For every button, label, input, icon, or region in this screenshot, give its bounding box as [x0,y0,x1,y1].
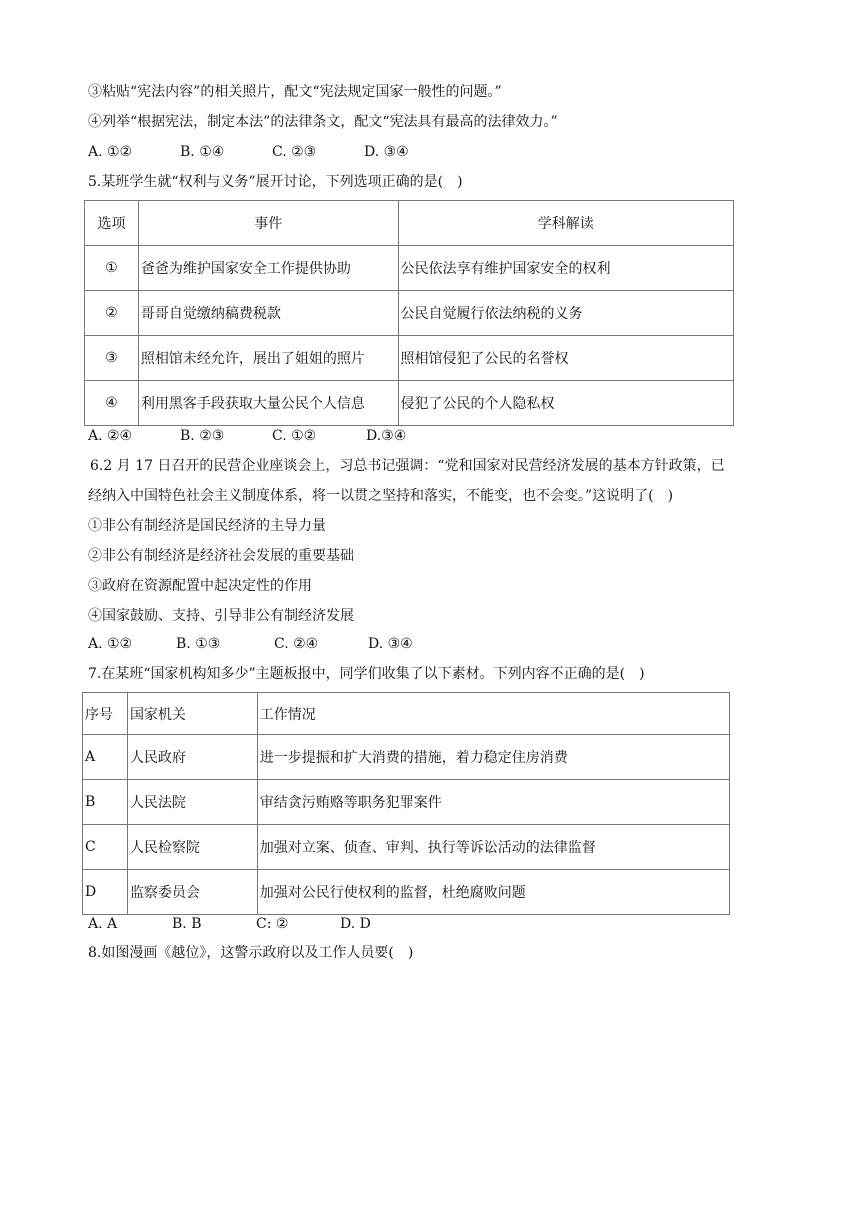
q5-option-d[interactable]: D.③④ [366,428,407,444]
row-interpretation: 侵犯了公民的个人隐私权 [398,381,733,426]
table-row [85,381,734,426]
header-interpretation: 学科解读 [398,201,733,246]
q6-option-d[interactable]: D. ③④ [368,636,413,652]
table-row [83,825,730,870]
statement-4: ④列举“根据宪法，制定本法”的法律条文，配文“宪法具有最高的法律效力。” [88,114,558,130]
table-row [85,246,734,291]
row-organ: 人民政府 [127,735,257,780]
row-work: 加强对公民行使权利的监督，杜绝腐败问题 [257,870,729,915]
row-letter: C [83,825,128,870]
row-organ: 人民法院 [127,780,257,825]
q5-option-b[interactable]: B. ②③ [180,428,225,444]
row-event: 爸爸为维护国家安全工作提供协助 [138,246,398,291]
header-number: 序号 [83,693,128,735]
header-option: 选项 [85,201,139,246]
q4-option-a[interactable]: A. ①② [88,144,133,160]
row-organ: 监察委员会 [127,870,257,915]
table-row [85,291,734,336]
row-letter: A [83,735,128,780]
q6-item: ②非公有制经济是经济社会发展的重要基础 [88,548,354,564]
q6-item: ③政府在资源配置中起决定性的作用 [88,578,312,594]
table-header-row [85,201,734,246]
q7-option-b[interactable]: B. B [172,916,202,932]
q6-stem-line1: 6.2 月 17 日召开的民营企业座谈会上，习总书记强调：“党和国家对民营经济发展的基本方针政策，已 [90,458,725,474]
q6-option-a[interactable]: A. ①② [88,636,133,652]
q7-option-a[interactable]: A. A [88,916,118,932]
q7-stem: 7.在某班“国家机构知多少”主题板报中，同学们收集了以下素材。下列内容不正确的是( ) [88,666,645,682]
header-organ: 国家机关 [127,693,257,735]
q8-stem: 8.如图漫画《越位》，这警示政府以及工作人员要( ) [88,945,414,961]
row-number: ③ [85,336,139,381]
q6-option-b[interactable]: B. ①③ [176,636,221,652]
statement-3: ③粘贴“宪法内容”的相关照片，配文“宪法规定国家一般性的问题。” [88,84,502,100]
row-interpretation: 公民依法享有维护国家安全的权利 [398,246,733,291]
row-event: 哥哥自觉缴纳稿费税款 [138,291,398,336]
q6-item: ④国家鼓励、支持、引导非公有制经济发展 [88,608,354,624]
table-row [83,735,730,780]
q5-options [88,426,406,446]
q6-options [88,634,413,654]
row-work: 审结贪污贿赂等职务犯罪案件 [257,780,729,825]
q5-option-c[interactable]: C. ①② [272,428,317,444]
q7-option-c[interactable]: C: ② [256,916,289,932]
q7-options [88,914,371,934]
row-event: 利用黑客手段获取大量公民个人信息 [138,381,398,426]
q4-option-d[interactable]: D. ③④ [364,144,409,160]
table-row [83,870,730,915]
q4-option-c[interactable]: C. ②③ [272,144,317,160]
header-event: 事件 [138,201,398,246]
row-event: 照相馆未经允许，展出了姐姐的照片 [138,336,398,381]
row-work: 进一步提振和扩大消费的措施，着力稳定住房消费 [257,735,729,780]
q6-option-c[interactable]: C. ②④ [274,636,319,652]
q5-option-a[interactable]: A. ②④ [88,428,133,444]
row-letter: D [83,870,128,915]
q7-option-d[interactable]: D. D [340,916,371,932]
q6-item: ①非公有制经济是国民经济的主导力量 [88,518,326,534]
q4-option-b[interactable]: B. ①④ [180,144,225,160]
row-organ: 人民检察院 [127,825,257,870]
q7-table [82,692,730,915]
row-letter: B [83,780,128,825]
row-number: ① [85,246,139,291]
table-header-row [83,693,730,735]
q5-table [84,200,734,426]
q6-stem-line2: 经纳入中国特色社会主义制度体系，将一以贯之坚持和落实，不能变，也不会变。”这说明了( ) [88,488,674,504]
row-number: ② [85,291,139,336]
q4-options [88,142,409,162]
row-interpretation: 照相馆侵犯了公民的名誉权 [398,336,733,381]
table-row [83,780,730,825]
row-interpretation: 公民自觉履行依法纳税的义务 [398,291,733,336]
header-work: 工作情况 [257,693,729,735]
row-number: ④ [85,381,139,426]
q5-stem: 5.某班学生就“权利与义务”展开讨论，下列选项正确的是( ) [88,174,463,190]
table-row [85,336,734,381]
row-work: 加强对立案、侦查、审判、执行等诉讼活动的法律监督 [257,825,729,870]
